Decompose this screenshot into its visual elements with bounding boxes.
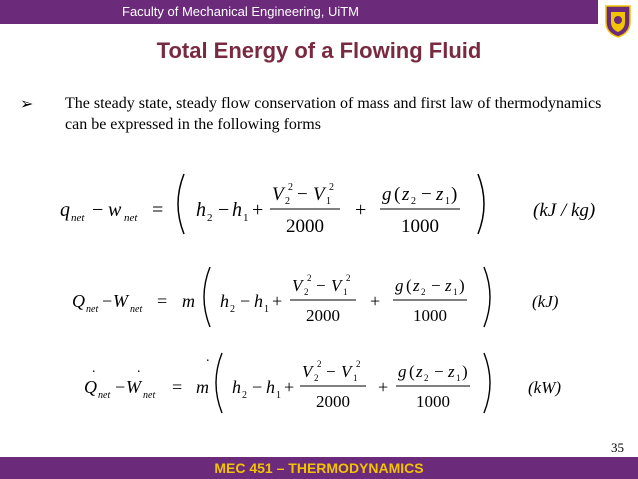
svg-text:z: z: [416, 362, 423, 381]
eq3-g-denominator: 1000: [416, 392, 450, 411]
svg-text:2: 2: [424, 373, 429, 383]
eq1-v-denominator: 2000: [286, 216, 324, 237]
svg-text:=: =: [172, 377, 183, 397]
svg-text:Q: Q: [72, 291, 85, 311]
svg-text:z: z: [436, 184, 444, 205]
svg-text:2: 2: [346, 273, 351, 283]
svg-text:1: 1: [353, 373, 358, 383]
page-number: 35: [611, 440, 624, 455]
svg-text:2: 2: [356, 359, 361, 369]
svg-text:z: z: [445, 276, 452, 295]
svg-text:=: =: [152, 199, 164, 221]
svg-text:−: −: [102, 291, 113, 311]
eq1-g-denominator: 1000: [401, 216, 439, 237]
svg-text:2: 2: [314, 373, 319, 383]
svg-text:−: −: [326, 362, 336, 381]
svg-text:=: =: [157, 291, 168, 311]
svg-text:): ): [451, 184, 458, 205]
svg-text:−: −: [297, 184, 308, 205]
svg-text:2: 2: [329, 182, 334, 193]
svg-text:−: −: [115, 377, 126, 397]
equation-specific-energy: [0, 168, 638, 240]
svg-text:V: V: [302, 362, 313, 381]
svg-text:1: 1: [326, 196, 331, 207]
svg-text:z: z: [448, 362, 455, 381]
svg-text:net: net: [124, 212, 138, 224]
svg-text:q: q: [60, 199, 70, 221]
svg-text:net: net: [130, 304, 143, 315]
svg-text:1: 1: [343, 287, 348, 297]
arrow-bullet-icon: ➢: [20, 94, 34, 113]
svg-text:.: .: [92, 361, 96, 376]
svg-text:V: V: [341, 362, 352, 381]
eq2-v-denominator: 2000: [306, 306, 340, 325]
svg-text:g: g: [382, 184, 392, 205]
equation-power: [0, 349, 638, 417]
svg-text:+: +: [252, 199, 264, 221]
svg-text:+: +: [355, 199, 367, 221]
svg-text:−: −: [92, 199, 104, 221]
svg-text:h: h: [232, 377, 241, 397]
svg-text:1: 1: [243, 212, 249, 224]
svg-text:2: 2: [288, 182, 293, 193]
svg-text:g: g: [398, 362, 407, 381]
eq3-unit: (kW): [528, 378, 562, 397]
svg-text:): ): [462, 362, 468, 381]
svg-text:2: 2: [304, 287, 309, 297]
svg-text:(: (: [406, 276, 412, 295]
svg-text:+: +: [272, 291, 283, 311]
svg-text:2: 2: [242, 390, 247, 401]
svg-text:1: 1: [445, 196, 450, 207]
svg-text:g: g: [395, 276, 404, 295]
svg-text:h: h: [196, 199, 206, 221]
svg-text:2: 2: [230, 304, 235, 315]
svg-text:m: m: [182, 291, 195, 311]
svg-text:V: V: [292, 276, 303, 295]
svg-text:−: −: [240, 291, 251, 311]
svg-text:h: h: [220, 291, 229, 311]
svg-text:h: h: [232, 199, 242, 221]
bullet-text: The steady state, steady flow conservation of mass and first law of thermodynamics can be expressed in the following forms: [65, 95, 602, 133]
svg-text:1: 1: [453, 287, 458, 297]
svg-text:net: net: [143, 390, 156, 401]
svg-text:2: 2: [285, 196, 290, 207]
svg-text:Q: Q: [84, 377, 97, 397]
svg-text:m: m: [196, 377, 209, 397]
svg-text:.: .: [206, 350, 210, 365]
svg-text:net: net: [86, 304, 99, 315]
svg-text:1: 1: [456, 373, 461, 383]
svg-text:(: (: [394, 184, 401, 205]
svg-text:1: 1: [264, 304, 269, 315]
eq2-unit: (kJ): [532, 292, 559, 311]
svg-text:V: V: [313, 184, 325, 205]
svg-text:−: −: [252, 377, 263, 397]
svg-text:2: 2: [421, 287, 426, 297]
svg-text:+: +: [370, 291, 381, 311]
svg-text:1: 1: [276, 390, 281, 401]
svg-text:W: W: [126, 377, 141, 397]
footer-bar: [0, 457, 638, 479]
svg-text:2: 2: [207, 212, 213, 224]
svg-text:−: −: [434, 362, 444, 381]
svg-text:V: V: [272, 184, 284, 205]
equation-energy: [0, 263, 638, 331]
university-crest-icon: [598, 0, 638, 40]
svg-text:+: +: [378, 377, 389, 397]
svg-text:−: −: [431, 276, 441, 295]
svg-text:2: 2: [317, 359, 322, 369]
svg-text:−: −: [316, 276, 326, 295]
svg-text:W: W: [113, 291, 128, 311]
svg-text:V: V: [331, 276, 342, 295]
svg-text:net: net: [98, 390, 111, 401]
svg-text:z: z: [402, 184, 410, 205]
svg-text:−: −: [421, 184, 432, 205]
header-bar: [0, 0, 638, 24]
course-title: MEC 451 – THERMODYNAMICS: [214, 460, 424, 476]
svg-text:h: h: [254, 291, 263, 311]
svg-text:.: .: [137, 361, 141, 376]
svg-text:h: h: [266, 377, 275, 397]
svg-text:): ): [459, 276, 465, 295]
eq2-g-denominator: 1000: [413, 306, 447, 325]
faculty-name: Faculty of Mechanical Engineering, UiTM: [122, 4, 359, 19]
svg-text:w: w: [108, 199, 122, 221]
eq1-unit: (kJ / kg): [533, 200, 596, 221]
eq3-v-denominator: 2000: [316, 392, 350, 411]
svg-text:+: +: [284, 377, 295, 397]
svg-text:(: (: [409, 362, 415, 381]
slide-title: Total Energy of a Flowing Fluid: [156, 38, 482, 63]
svg-text:net: net: [71, 212, 85, 224]
svg-text:2: 2: [307, 273, 312, 283]
svg-text:2: 2: [411, 196, 416, 207]
svg-text:z: z: [413, 276, 420, 295]
svg-text:−: −: [218, 199, 230, 221]
